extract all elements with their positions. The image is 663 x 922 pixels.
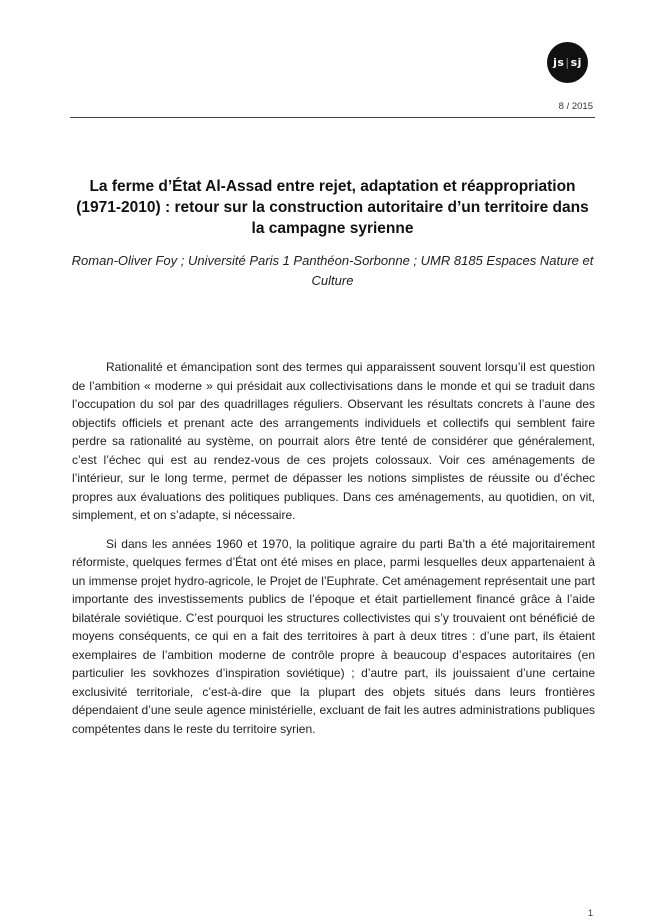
issue-number: 8 / 2015 bbox=[558, 101, 593, 112]
body-paragraph: Rationalité et émancipation sont des termes qui apparaissent souvent lorsqu’il est question de l’ambition « moderne » qui présidait aux collectivisations dans le monde et qui se traduit dans l’occupation du sol par des quadrillages réguliers. Observant les résultats concrets à l’aune des objectifs officiels et prenant acte des arrangements individuels et collectifs qui semblent faire perdre sa rationalité au système, on pourrait alors être tenté de considérer que généralement, c’est l’échec qui est au rendez-vous de ces projets colossaux. Voir ces aménagements de l’intérieur, sur le long terme, permet de dépasser les notions simplistes de réussite ou d’échec propres aux évaluations des politiques publiques. Dans ces aménagements, au quotidien, on vit, simplement, et on s’adapte, si nécessaire. bbox=[72, 360, 595, 522]
logo-separator: | bbox=[565, 56, 570, 69]
journal-logo bbox=[547, 42, 588, 83]
article-body bbox=[72, 358, 595, 748]
author-line: Roman-Oliver Foy ; Université Paris 1 Panthéon-Sorbonne ; UMR 8185 Espaces Nature et Culture bbox=[71, 253, 594, 288]
header-divider bbox=[70, 117, 595, 118]
article-title: La ferme d’État Al-Assad entre rejet, adaptation et réappropriation (1971-2010) : retour sur la construction autoritaire d’un territoire dans la campagne syrienne bbox=[76, 178, 589, 237]
body-paragraph: Si dans les années 1960 et 1970, la politique agraire du parti Ba’th a été majoritairement réformiste, quelques fermes d’État ont été mises en place, parmi lesquelles deux appartenaient à un immense projet hydro-agricole, le Projet de l’Euphrate. Cet aménagement représentait une part importante des investissements publics de l’époque et était partiellement financé grâce à l’aide bilatérale soviétique. C’est pourquoi les structures collectivistes qui s’y trouvaient ont bénéficié de moyens conséquents, ce qui en a fait des territoires à part à deux titres : d’une part, ils étaient exemplaires de l’ambition moderne de contrôle propre à beaucoup d’espaces autoritaires (en particulier les sovkhozes d’inspiration soviétique) ; d’autre part, ils jouissaient d’une certaine exclusivité territoriale, c’est-à-dire que la plupart des objets situés dans leurs frontières dépendaient d’une seule agence ministérielle, excluant de fait les autres administrations publiques compétentes dans le reste du territoire syrien. bbox=[72, 536, 595, 736]
logo-left-text: js bbox=[553, 56, 565, 69]
logo-right-text: sj bbox=[570, 56, 582, 69]
page-number: 1 bbox=[587, 908, 593, 918]
